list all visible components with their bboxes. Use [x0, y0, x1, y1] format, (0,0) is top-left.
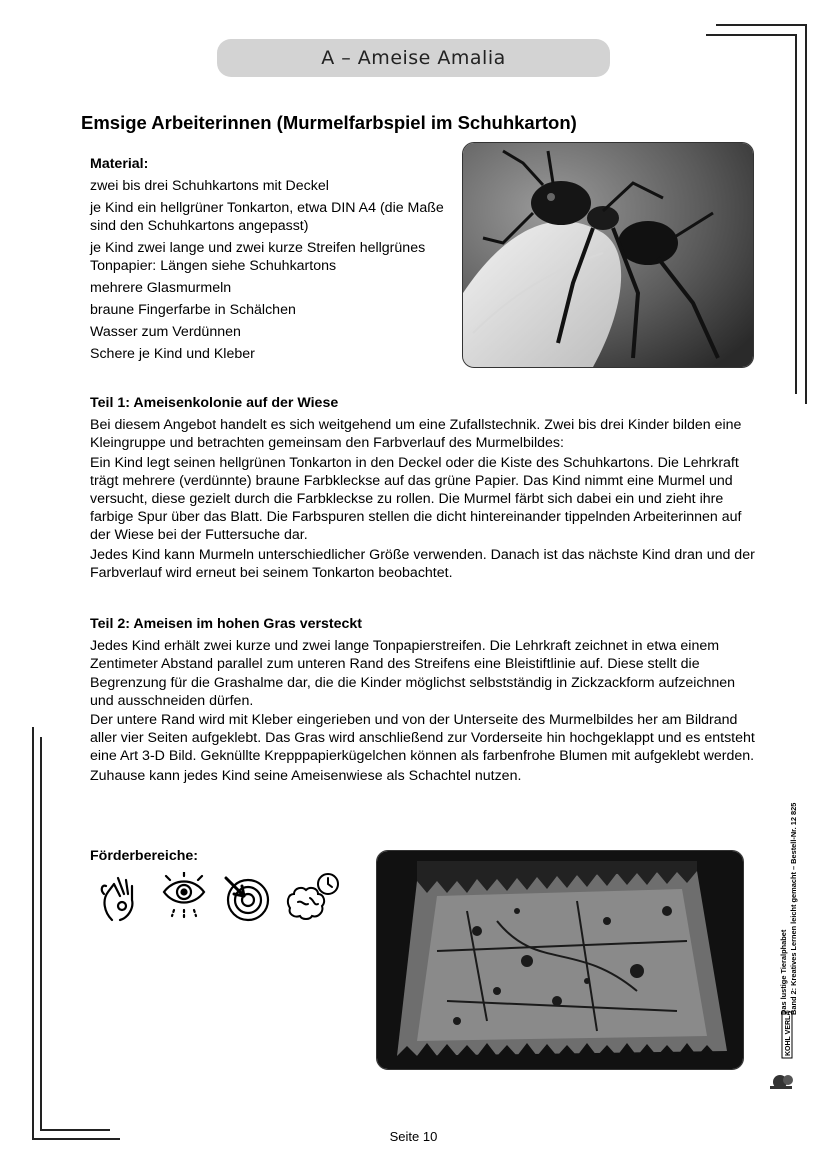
teil2-paragraph: Zuhause kann jedes Kind seine Ameisenwiese als Schachtel nutzen. — [90, 767, 522, 784]
material-item: braune Fingerfarbe in Schälchen — [90, 302, 296, 318]
frame-bottom-left-v1 — [32, 727, 34, 1139]
frame-bottom-left-v2 — [40, 737, 42, 1129]
brain-clock-icon — [284, 872, 332, 924]
material-item: Wasser zum Verdünnen — [90, 324, 241, 340]
teil1-paragraph: Ein Kind legt seinen hellgrünen Tonkarton in den Deckel oder die Kiste des Schuhkartons. Die Lehrkraft trägt mehrere (verdünnte) braune Farbkleckse auf das grüne Papier. Das Kind nimmt eine Murmel und versucht, diese gezielt durch die Farbkleckse zu rollen. Die Murmel färbt sich dabei ein und zieht ihre farbige Spur über das Blatt. Die Farbspuren stellen die dicht hintereinander tippelnden Arbeiterinnen auf der Wiese bei der Futtersuche dar. — [90, 454, 742, 544]
teil1-section — [90, 394, 755, 583]
sidebar-line2: Band 2: Kreatives Lernen leicht gemacht – Bestell-Nr. 12 825 — [788, 802, 798, 1015]
ant-photo — [462, 142, 754, 368]
material-item: Schere je Kind und Kleber — [90, 346, 255, 362]
svg-text:KOHL VERLAG: KOHL VERLAG — [785, 1010, 792, 1056]
eye-perception-icon — [160, 872, 208, 924]
teil2-paragraph: Der untere Rand wird mit Kleber eingerieben und von der Unterseite des Murmelbildes her am Bildrand aller vier Seiten aufgeklebt. Das Gras wird anschließend zur Vorderseite hin hochgeklappt und es entsteht eine Art 3-D Bild. Geknüllte Krepppapierkügelchen können als farbenfrohe Blumen mit aufgeklebt werden. — [90, 712, 755, 765]
publisher-logo — [768, 1010, 798, 1094]
teil2-heading: Teil 2: Ameisen im hohen Gras versteckt — [90, 616, 363, 632]
frame-top-right-h2 — [716, 24, 806, 26]
teil1-paragraph: Jedes Kind kann Murmeln unterschiedlicher Größe verwenden. Danach ist das nächste Kind dran und der Farbverlauf wird erneut bei seinem Tonkarton beobachtet. — [90, 546, 755, 581]
header-title: A – Ameise Amalia — [217, 39, 610, 77]
marble-painting-photo — [376, 850, 744, 1070]
foerder-icons — [98, 872, 332, 924]
teil1-paragraph: Bei diesem Angebot handelt es sich weitgehend um eine Zufallstechnik. Zwei bis drei Kinder bilden eine Kleingruppe und betrachten gemeinsam den Farbverlauf des Murmelbildes: — [90, 417, 742, 452]
foerder-heading: Förderbereiche: — [90, 848, 199, 864]
teil2-paragraph: Jedes Kind erhält zwei kurze und zwei lange Tonpapierstreifen. Die Lehrkraft zeichnet in etwa einem Zentimeter Abstand parallel zum unteren Rand des Streifens eine Bleistiftlinie auf. Diese stellt die Begrenzung für die Grashalme dar, die die Kinder möglichst selbstständig in Zickzackform aufzeichnen und ausschneiden dürfen. — [90, 638, 736, 709]
frame-top-right-v1 — [795, 34, 797, 394]
page-number: Seite 10 — [389, 1129, 438, 1144]
target-arrow-icon — [222, 872, 270, 924]
page-title: Emsige Arbeiterinnen (Murmelfarbspiel im Schuhkarton) — [81, 112, 577, 133]
material-list — [90, 155, 450, 367]
material-item: je Kind ein hellgrüner Tonkarton, etwa DIN A4 (die Maße sind den Schuhkartons angepasst) — [90, 200, 444, 234]
frame-top-right-h1 — [706, 34, 796, 36]
teil1-heading: Teil 1: Ameisenkolonie auf der Wiese — [90, 395, 339, 411]
material-heading: Material: — [90, 156, 149, 172]
material-item: mehrere Glasmurmeln — [90, 280, 232, 296]
teil2-section — [90, 615, 755, 786]
frame-top-right-v2 — [805, 24, 807, 404]
material-item: zwei bis drei Schuhkartons mit Deckel — [90, 178, 329, 194]
sidebar-text — [779, 803, 798, 1015]
sidebar-line1: Das lustige Tieralphabet — [779, 929, 788, 1015]
material-item: je Kind zwei lange und zwei kurze Streifen hellgrünes Tonpapier: Längen siehe Schuhkartons — [90, 240, 426, 274]
hand-touch-icon — [98, 872, 146, 924]
